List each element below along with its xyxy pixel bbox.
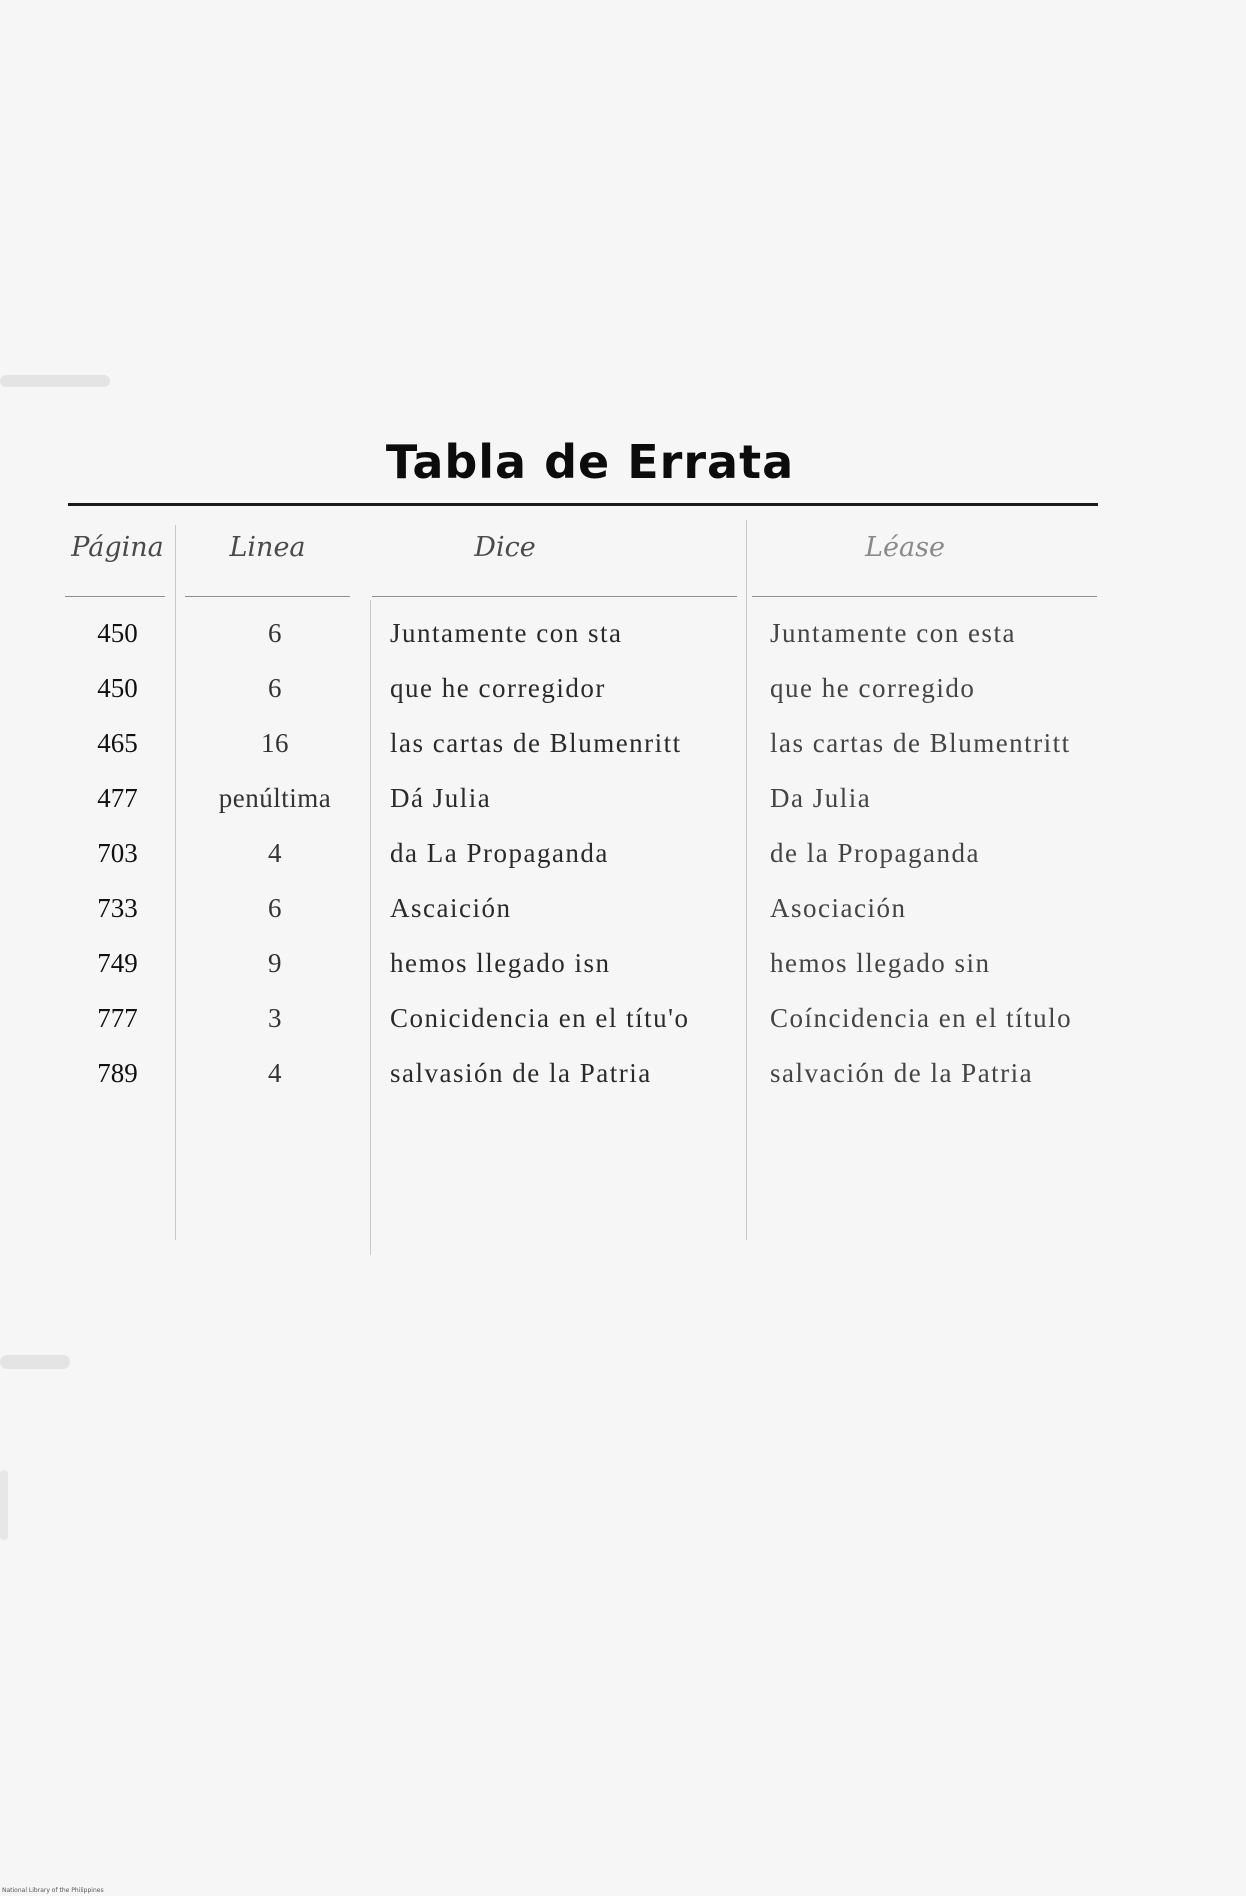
table-row: [0, 1058, 1246, 1098]
scan-smudge: [0, 375, 110, 387]
table-row: [0, 1003, 1246, 1043]
linea-cell: 6: [268, 893, 282, 923]
dice-cell: Conicidencia en el títu'o: [390, 1003, 690, 1033]
header-underline: [372, 596, 737, 597]
table-row: [0, 893, 1246, 933]
scan-smudge: [0, 1355, 70, 1369]
linea-cell: 16: [261, 728, 289, 758]
header-underline: [65, 596, 165, 597]
linea-cell: 9: [268, 948, 282, 978]
pagina-cell: 749: [97, 948, 138, 978]
pagina-cell: 703: [97, 838, 138, 868]
lease-cell: que he corregido: [770, 673, 976, 703]
pagina-cell: 450: [97, 618, 138, 648]
linea-cell: 6: [268, 618, 282, 648]
dice-cell: que he corregidor: [390, 673, 606, 703]
dice-cell: da La Propaganda: [390, 838, 609, 868]
pagina-cell: 789: [97, 1058, 138, 1088]
dice-cell: Juntamente con sta: [390, 618, 623, 648]
header-dice: Dice: [474, 532, 536, 563]
pagina-cell: 733: [97, 893, 138, 923]
table-row: [0, 783, 1246, 823]
linea-cell: 3: [268, 1003, 282, 1033]
pagina-cell: 450: [97, 673, 138, 703]
pagina-cell: 777: [97, 1003, 138, 1033]
lease-cell: salvación de la Patria: [770, 1058, 1034, 1088]
pagina-cell: 465: [97, 728, 138, 758]
dice-cell: hemos llegado isn: [390, 948, 611, 978]
header-lease: Léase: [865, 532, 945, 563]
scan-smudge: [0, 1470, 8, 1540]
lease-cell: Juntamente con esta: [770, 618, 1016, 648]
header-pagina: Página: [71, 532, 164, 563]
dice-cell: salvasión de la Patria: [390, 1058, 652, 1088]
linea-cell: 6: [268, 673, 282, 703]
top-rule: [68, 503, 1098, 506]
header-underline: [185, 596, 350, 597]
lease-cell: las cartas de Blumentritt: [770, 728, 1071, 758]
header-linea: Linea: [229, 532, 306, 563]
footer-note: National Library of the Philippines: [2, 1887, 104, 1894]
page-title: Tabla de Errata: [385, 435, 795, 489]
dice-cell: Dá Julia: [390, 783, 492, 813]
lease-cell: de la Propaganda: [770, 838, 980, 868]
table-row: [0, 673, 1246, 713]
lease-cell: Coíncidencia en el título: [770, 1003, 1073, 1033]
table-row: [0, 838, 1246, 878]
table-row: [0, 728, 1246, 768]
linea-cell: penúltima: [218, 783, 332, 813]
header-underline: [752, 596, 1097, 597]
lease-cell: hemos llegado sin: [770, 948, 991, 978]
table-row: [0, 618, 1246, 658]
pagina-cell: 477: [97, 783, 138, 813]
dice-cell: Ascaición: [390, 893, 512, 923]
linea-cell: 4: [268, 838, 282, 868]
lease-cell: Da Julia: [770, 783, 872, 813]
table-row: [0, 948, 1246, 988]
linea-cell: 4: [268, 1058, 282, 1088]
dice-cell: las cartas de Blumenritt: [390, 728, 682, 758]
lease-cell: Asociación: [770, 893, 907, 923]
